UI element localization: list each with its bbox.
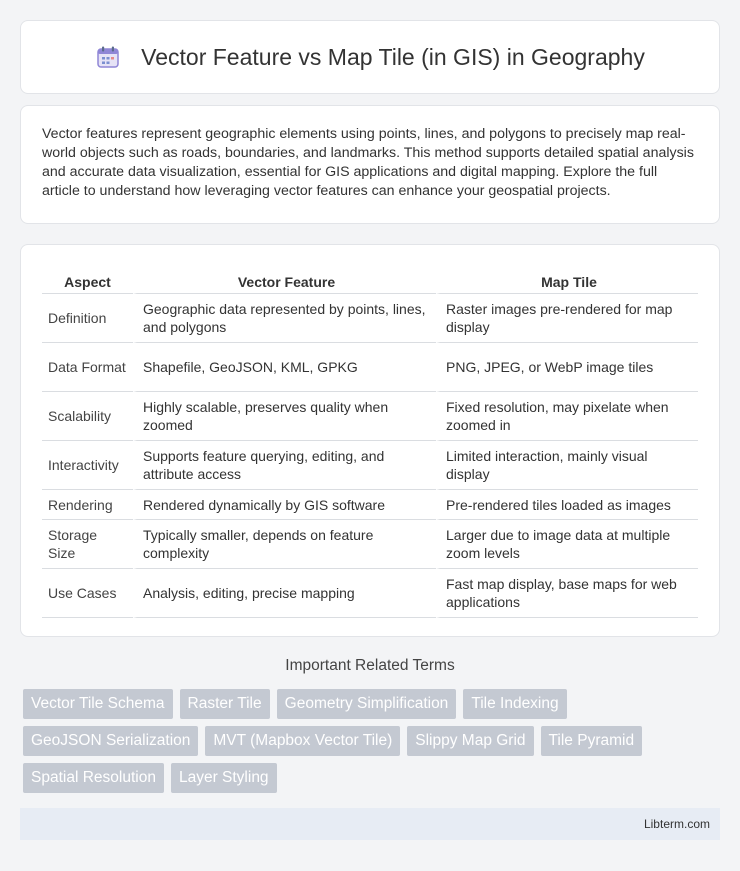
comparison-card (20, 244, 720, 637)
intro-text: Vector features represent geographic elements using points, lines, and polygons to precisely map real-world objects such as roads, boundaries, and landmarks. This method supports detailed spatial analysis and accurate data visualization, essential for GIS applications and digital mapping. Explore the full article to understand how leveraging vector features can enhance your geospatial projects. (42, 126, 694, 199)
column-header-aspect: Aspect (42, 265, 133, 294)
tag-spatial-resolution[interactable]: Spatial Resolution (23, 763, 164, 793)
tag-raster-tile[interactable]: Raster Tile (180, 689, 270, 719)
tag-tile-pyramid[interactable]: Tile Pyramid (541, 726, 643, 756)
vector-feature-cell: Typically smaller, depends on feature complexity (133, 520, 436, 569)
table-row (42, 490, 698, 520)
map-tile-cell: Raster images pre-rendered for map display (436, 294, 698, 343)
tag-row (23, 689, 723, 719)
map-tile-cell: PNG, JPEG, or WebP image tiles (436, 343, 698, 392)
aspect-cell: Storage Size (42, 520, 133, 569)
aspect-cell: Scalability (42, 392, 133, 441)
page-title: Vector Feature vs Map Tile (in GIS) in Geography (141, 43, 645, 70)
column-header-map-tile: Map Tile (436, 265, 698, 294)
aspect-cell: Definition (42, 294, 133, 343)
table-row (42, 569, 698, 618)
column-header-vector-feature: Vector Feature (133, 265, 436, 294)
tag-slippy-map-grid[interactable]: Slippy Map Grid (407, 726, 533, 756)
table-row (42, 294, 698, 343)
tag-row (23, 763, 723, 793)
aspect-cell: Data Format (42, 343, 133, 392)
tag-geometry-simplification[interactable]: Geometry Simplification (277, 689, 457, 719)
aspect-cell: Rendering (42, 490, 133, 520)
map-tile-cell: Fixed resolution, may pixelate when zoomed in (436, 392, 698, 441)
tag-mvt[interactable]: MVT (Mapbox Vector Tile) (205, 726, 400, 756)
table-row (42, 441, 698, 490)
map-tile-cell: Pre-rendered tiles loaded as images (436, 490, 698, 520)
map-tile-cell: Limited interaction, mainly visual display (436, 441, 698, 490)
aspect-cell: Use Cases (42, 569, 133, 618)
comparison-table (42, 265, 698, 618)
vector-feature-cell: Highly scalable, preserves quality when zoomed (133, 392, 436, 441)
table-row (42, 392, 698, 441)
calendar-icon (95, 44, 121, 70)
tag-layer-styling[interactable]: Layer Styling (171, 763, 277, 793)
vector-feature-cell: Geographic data represented by points, lines, and polygons (133, 294, 436, 343)
vector-feature-cell: Analysis, editing, precise mapping (133, 569, 436, 618)
title-card (20, 20, 720, 94)
footer (20, 808, 720, 840)
tag-geojson-serialization[interactable]: GeoJSON Serialization (23, 726, 198, 756)
vector-feature-cell: Rendered dynamically by GIS software (133, 490, 436, 520)
vector-feature-cell: Supports feature querying, editing, and attribute access (133, 441, 436, 490)
map-tile-cell: Larger due to image data at multiple zoom levels (436, 520, 698, 569)
table-row (42, 520, 698, 569)
tag-row (23, 726, 723, 756)
tag-vector-tile-schema[interactable]: Vector Tile Schema (23, 689, 173, 719)
footer-site-link[interactable]: Libterm.com (643, 817, 710, 831)
tag-tile-indexing[interactable]: Tile Indexing (463, 689, 566, 719)
table-header-row (42, 265, 698, 294)
intro-card (20, 105, 720, 224)
table-row (42, 343, 698, 392)
vector-feature-cell: Shapefile, GeoJSON, KML, GPKG (133, 343, 436, 392)
related-terms-list (23, 689, 723, 800)
related-terms-heading: Important Related Terms (285, 657, 455, 674)
map-tile-cell: Fast map display, base maps for web applications (436, 569, 698, 618)
aspect-cell: Interactivity (42, 441, 133, 490)
